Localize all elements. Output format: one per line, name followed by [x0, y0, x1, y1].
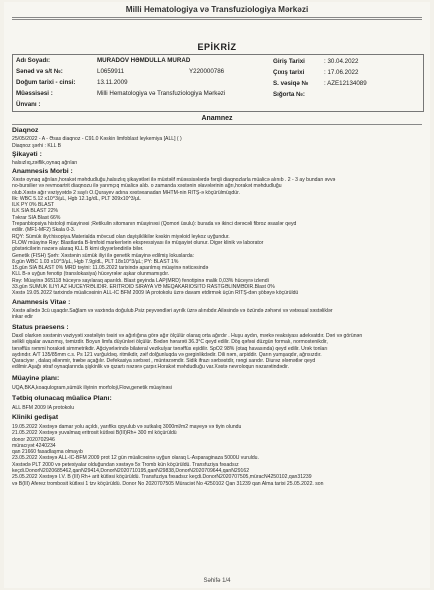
- history-line: 8.gün WBC 1.03 x10^3/µL, Hgb 7.9g/dL, PLT 18x10^3/µL; PY: BLAST 1%: [12, 258, 179, 265]
- protocol-text: [12, 405, 422, 411]
- history-line: Trepanbiopsiya histoloji müayinəsi ;Retikulin sitomanın müayinəsi (Qomori üsulu): burada və ikinci dərəcəli fibroz əsaslər qeyd: [12, 221, 297, 228]
- history-line: Genetik (FİSH) Şərh: Xəstənin sümük iliyi ilə genetik müayinə edilmiş lokuslarda:: [12, 252, 195, 259]
- course-line: keçdi.DonorN2020685462,qanN29414,DonorN2020710195,qanN29838,DonorN2020709644,qanN29162: [12, 468, 250, 475]
- anamnesis-title: Anamnez: [201, 115, 233, 122]
- admit-label: Giriş Tarixi: [273, 58, 305, 65]
- course-line: 21.05.2022 Xəstəyə yuvalmaq eritrosit kütləsi B(III)Rh+ 300 ml köçürüldü: [12, 430, 177, 437]
- history-text: [12, 177, 422, 297]
- doc-label: Sənəd və s/t №:: [16, 68, 63, 75]
- history-line: FLOW müayinə Rəy: Blastlarda B-limfoid markerlərin ekspressiyası ilə müşayiət olunur. Digər klinik və laborator: [12, 239, 264, 246]
- diagnosis-heading: Diaqnoz: [12, 127, 39, 134]
- history-line: Xəstə 19.05.2022 tarixində müalicəsinin ALL-IC BFM 2009 İA protokolu üzrə davam etdirmək üçün RİTŞ-dən şöbəyə köçürüldü: [12, 290, 299, 297]
- admit-value: : 30.04.2022: [324, 58, 359, 65]
- course-line: Xəstədə PLT 2000 və petexiyalar olduğundan xəstəyə 5x Tromb kün köçürüldü. Transfuziya fəsadsız: [12, 461, 239, 468]
- exam-line: ÜQA,BKA,koaqulogram,sümük iliyinin morfoloji,Flow,genetik müayinəsi: [12, 385, 172, 391]
- history-line: RQY: Sümük iliyi:hisopiya.Materialda mövcud olan dayişiklikilər kəskin miyəloid leykoz uyğundur.: [12, 233, 230, 240]
- vitae-heading: Anamnesis Vitae :: [12, 299, 71, 306]
- patient-info-box: [12, 54, 424, 112]
- diagnosis-text: [12, 136, 422, 150]
- discharge-value: : 17.06.2022: [324, 69, 359, 76]
- history-line: İLK SIA BLAST 22%: [12, 208, 59, 215]
- status-line: edilmir.Aşağı ətraf oynaqlarında şişkinlik və qızartı nəzərə çarpır.Horakət məhdudluğu var.Xəstə nevroloqun nəzarətindədir.: [12, 364, 289, 371]
- complaints-line: halsızlıq,zəiflik,oynaq ağrıları: [12, 160, 78, 166]
- address-label: Ünvanı :: [16, 101, 41, 108]
- status-text: [12, 333, 422, 371]
- institution-header: Milli Hematologiya və Transfuziologiya Mərkəzi: [125, 5, 309, 14]
- document-page: [4, 2, 430, 588]
- course-line: və B(III) Aferez trombosit kütləsi 1 tzv köçürüldü. Donor No 2020707505 Müraciət No 4250102 Qan 31239 qan Alma tarixi 25.05.2022. son: [12, 480, 324, 487]
- course-line: müracıyət 4240234: [12, 442, 56, 449]
- vitae-line: inkar edir: [12, 314, 33, 321]
- status-line: Qaraciyər , dalaq əllənmir, træbe açağılır. Defekasiya sərbəst , müntəzəmdir. Sidik ifrazı sərbəstdir, rəngi sarıdır. Diurəz ələmətlər qeyd: [12, 358, 316, 365]
- doc-value-1: L0659911: [97, 68, 125, 75]
- institution-label: Müəssisəsi :: [16, 90, 53, 97]
- policy-value: : AZE12134089: [324, 80, 367, 87]
- name-label: Adı Soyadı:: [16, 57, 51, 64]
- status-line: Daxil olarkən xəstənin vəziyyəti xəstəliyin təsiri və ağırlığına görə ağır ölçülür olaraq orta ağırdır . Huşu aydın, mərkə reaksiyası adekvatdır. Dəri və görünən: [12, 333, 363, 339]
- discharge-label: Çıxış tarixi: [273, 69, 305, 76]
- page-number: Səhifə 1/4: [203, 578, 231, 584]
- status-line: aydındır. A/T 135/85mm c.s. Ps 121 vurğu/dəq. ritmikdir, zəif dolğunluqda və gərginlikdədir. Dili nəm, arpiddir. Qarın yumşaqdır, ağrısızdır.: [12, 351, 322, 358]
- diagnosis-line: Diaqnoz şərhi : KLL B: [12, 143, 62, 150]
- status-line: selikli qişalar avazımış, təmizdir. Boyun limfa düyünləri ölçülür. Bədən hərarəti 36.3°C qeyd edilir. Döş qəfəsi düzgün formalı, normostenikdir,: [12, 339, 328, 346]
- section-divider: [12, 124, 422, 125]
- exam-text: [12, 385, 422, 391]
- history-line: göstəricilərin nəzərə alaraq KLL B kimi diyyərləndirilə bilər.: [12, 246, 144, 253]
- course-line: 25.05.2022 Xəstəyə I.V. B (III) Rh+ arit kütləsi köçürüldü. Transfuziya fəsadsız keçdi.DonorN2020707505,müracN4250102,qan31239: [12, 474, 312, 481]
- status-line: tənəffüs rəmmi horakəti simmetrikdir. Ağciyərlərində bilateral vezikulyar tənəffüs eşidilir. SpO2 98% (otaq havasında) qeyd edilir. Ürək tonları: [12, 345, 328, 352]
- history-line: no-bursilier və revmoartrit diaqnozu ilə yarımçıq müalicə alıb. o zamanda xəstənin əlavələrinin ağrı,horakət məhdudluğu: [12, 183, 282, 190]
- vitae-line: Xəstə ailədə 3cü uşaqdır.Sağlam və vaxtında doğulub.Psiz peyvəndləri ayrılk üzrə alınıbdır.Ailəsində və özündə zəhərvi və vətəsual xəstəliklər: [12, 308, 333, 314]
- diagnosis-line: 25/05/2022 - A - Əsas diaqnoz - C91.0 Kəskin limfoblast leykemiya [ALL] ( ): [12, 136, 182, 142]
- history-heading: Anamnesis Morbi :: [12, 168, 73, 175]
- vitae-text: [12, 308, 422, 321]
- history-line: KLL B-ə uyğun fenotip (translokasiya) hüceyrələr aşkar olunmamışdır.: [12, 271, 170, 278]
- birth-label: Doğum tarixi - cinsi:: [16, 79, 76, 86]
- birth-value: 13.11.2009: [97, 79, 128, 86]
- protocol-line: ALL BFM 2009 İA protokolu: [12, 405, 75, 411]
- history-line: Təkrar SIA Blast 66%: [12, 214, 61, 221]
- status-heading: Status praesens :: [12, 324, 69, 331]
- complaints-heading: Şikayəti :: [12, 151, 42, 158]
- header-divider: [12, 17, 422, 18]
- course-line: qan 21660 fasadlaşma olmayıb: [12, 449, 83, 456]
- history-line: Xəstə oynaq ağrıları,horakət məhdudluğu,halsızlıq şikayətləri ilə müxtəlif müəssisələrdə fərqli diaqnozlarla müalicə alınıb . 2 - 3 ay bundan əvvə: [12, 177, 336, 183]
- document-title: EPİKRİZ: [197, 42, 237, 52]
- history-line: 33.gün SÜMÜK İLİYİ AZ HÜCEYRƏLİDİR. ERİTROİD SIRAYA VƏ MEQAKARİOSİTO RASTGƏLİNMƏDİR.Blast 0%: [12, 284, 275, 291]
- history-line: İlk: WBC 5.12 x10^3/µL, Hgb 12.1g/dL, PLT 309x10^3/µL: [12, 195, 141, 202]
- course-text: [12, 424, 422, 487]
- history-line: 15.gün SİA BLAST 0% MRD təyini: 11.05.2022 tarixində aparılmış müayinə nəticəsində: [12, 265, 209, 272]
- history-line: olub.Xəstə ağır vəziyyətdə 2 saylı O.Qurayev adına xəstəxanadan MHTM-nin RİTŞ-ə köçürülmüşdür.: [12, 189, 240, 196]
- protocol-heading: Tətbiq olunacaq müalicə Planı:: [12, 395, 112, 402]
- doc-value-2: Y220000786: [189, 68, 225, 75]
- institution-value: Milli Hematologiya və Transfuziologiya Mərkəzi: [97, 90, 226, 97]
- history-line: Rəy: Müayinə 365118 hüceyrə sayılaraq aparıldı. Blast geyinda LAP(MRD) fenotipinə malik 0,03% hüceyrə izlendi: [12, 277, 269, 284]
- complaints-text: [12, 160, 422, 166]
- history-line: İLK PY 0% BLAST: [12, 202, 55, 209]
- course-heading: Kliniki gedişat: [12, 414, 59, 421]
- insurance-label: Sığorta №:: [273, 91, 305, 98]
- name-value: MURADOV HƏMDULLA MURAD: [97, 57, 191, 64]
- course-line: donor 2020702946: [12, 436, 55, 443]
- history-line: edilir. (MF1-MF2) Skala 0-3.: [12, 227, 76, 234]
- policy-label: S. vəsiqə №: [273, 80, 309, 87]
- course-line: 19.05.2022 Xəstəyə damar yolu açıldı, yarıfiks qoyulub və sutkalıq 3000ml/m2 mayeyə və tiyin olundu: [12, 424, 242, 430]
- exam-heading: Müayinə planı:: [12, 375, 60, 382]
- header-divider-2: [12, 19, 422, 20]
- course-line: 23.05.2022 Xəstəyə ALL-IC-BFM 2009 prot 12 gün müalicəsinə uyğun olaraq L-Asparaginaza 5000U vuruldu.: [12, 455, 259, 462]
